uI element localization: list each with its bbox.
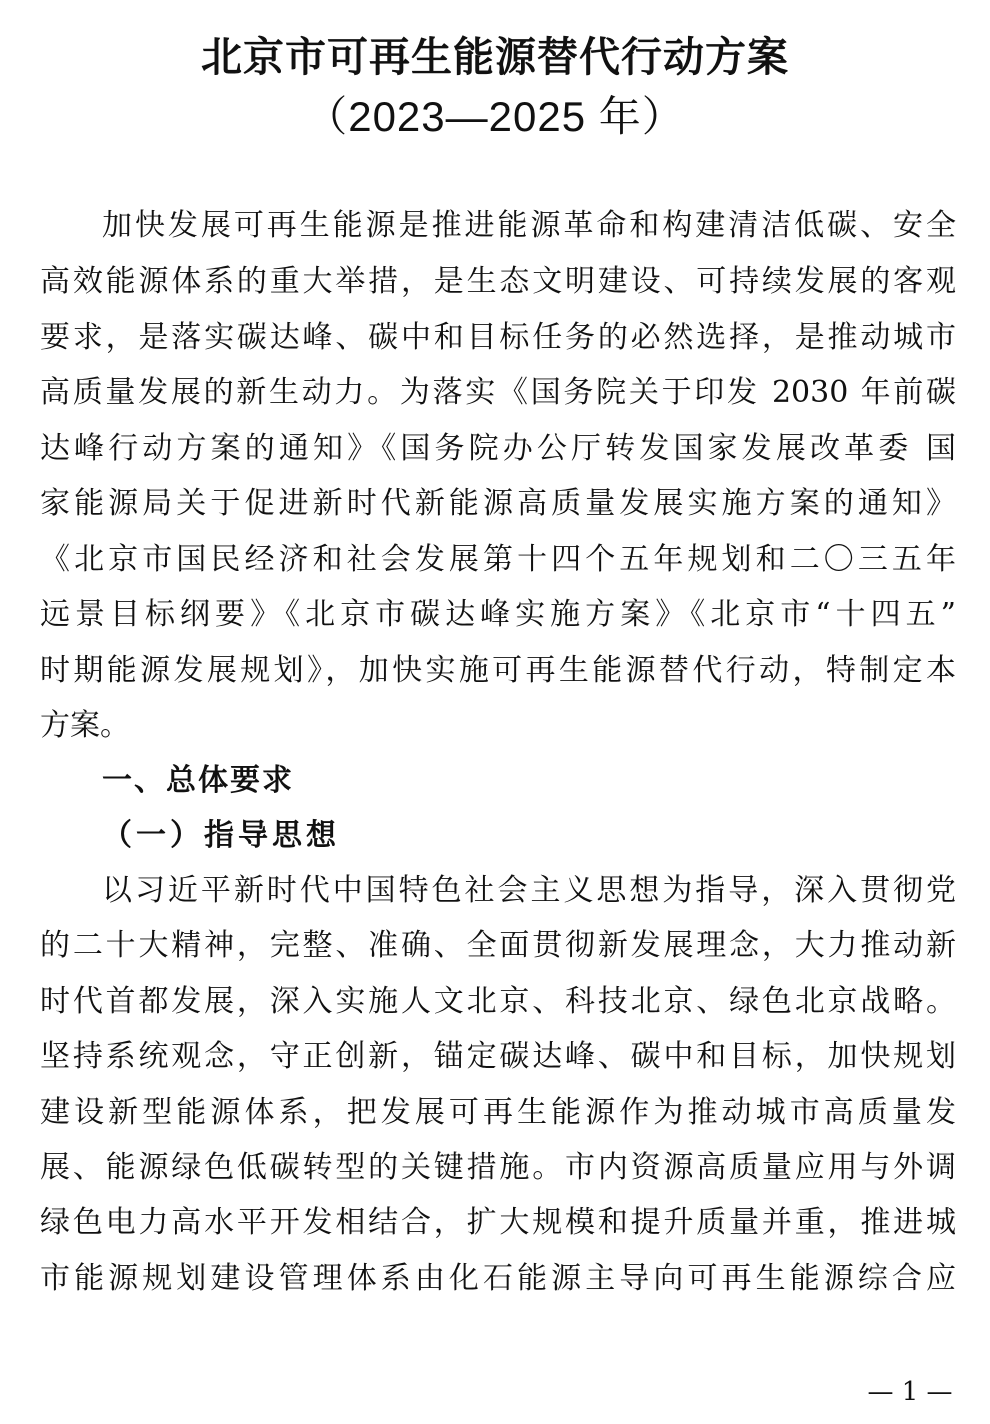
paragraph-line: 展、能源绿色低碳转型的关键措施。市内资源高质量应用与外调 (40, 1150, 956, 1185)
paragraph-line: 方案。 (40, 708, 130, 743)
paragraph-line: 高效能源体系的重大举措，是生态文明建设、可持续发展的客观 (40, 264, 956, 299)
paragraph-line: 建设新型能源体系，把发展可再生能源作为推动城市高质量发 (40, 1095, 956, 1130)
subsection-heading: （一）指导思想 (102, 818, 340, 853)
paragraph-line: 家能源局关于促进新时代新能源高质量发展实施方案的通知》 (40, 486, 956, 521)
paragraph-line: 达峰行动方案的通知》《国务院办公厅转发国家发展改革委 国 (40, 431, 956, 466)
page-number: — 1 — (867, 1377, 953, 1407)
paragraph-line: 高质量发展的新生动力。为落实《国务院关于印发 2030 年前碳 (40, 375, 956, 410)
paragraph-line: 的二十大精神，完整、准确、全面贯彻新发展理念，大力推动新 (40, 928, 956, 963)
paragraph-line: 市能源规划建设管理体系由化石能源主导向可再生能源综合应 (40, 1261, 956, 1296)
paragraph-line: 绿色电力高水平开发相结合，扩大规模和提升质量并重，推进城 (40, 1205, 956, 1240)
document-subtitle-years: （2023—2025 年） (305, 93, 685, 140)
paragraph-line: 时期能源发展规划》，加快实施可再生能源替代行动，特制定本 (40, 653, 956, 688)
document-title: 北京市可再生能源替代行动方案 (201, 33, 789, 81)
paragraph-line: 《北京市国民经济和社会发展第十四个五年规划和二〇三五年 (40, 542, 956, 577)
paragraph-line: 要求，是落实碳达峰、碳中和目标任务的必然选择，是推动城市 (40, 320, 956, 355)
paragraph-line: 远景目标纲要》《北京市碳达峰实施方案》《北京市“十四五” (40, 597, 956, 632)
paragraph-line: 以习近平新时代中国特色社会主义思想为指导，深入贯彻党 (102, 873, 956, 908)
paragraph-line: 坚持系统观念，守正创新，锚定碳达峰、碳中和目标，加快规划 (40, 1039, 956, 1074)
paragraph-line: 加快发展可再生能源是推进能源革命和构建清洁低碳、安全 (102, 208, 956, 243)
paragraph-line: 时代首都发展，深入实施人文北京、科技北京、绿色北京战略。 (40, 984, 956, 1019)
section-heading: 一、总体要求 (102, 763, 294, 798)
